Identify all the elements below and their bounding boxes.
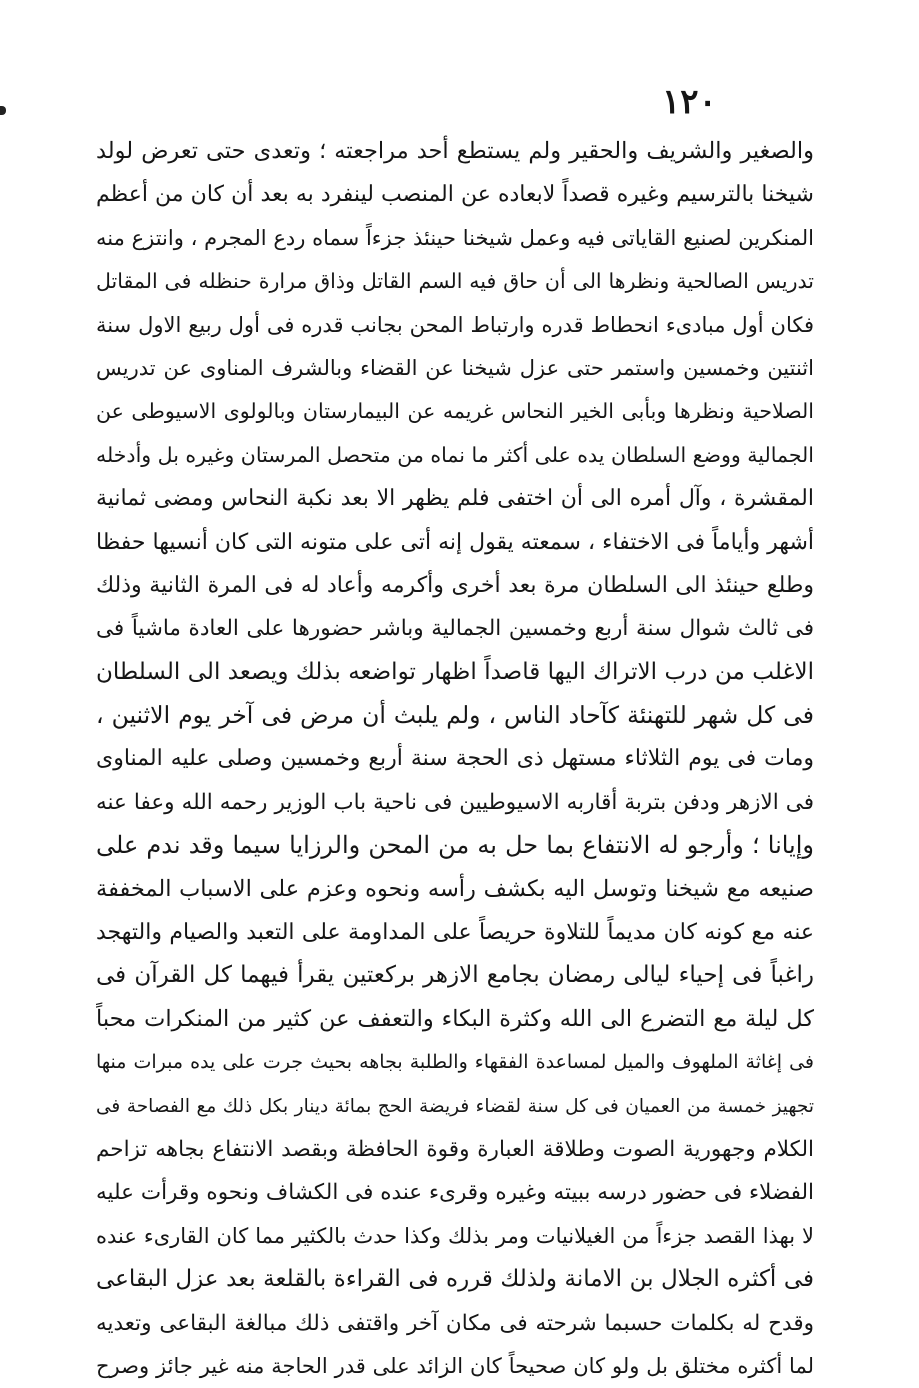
text-line: كل ليلة مع التضرع الى الله وكثرة البكاء والتعفف عن كثير من المنكرات محباً bbox=[96, 1005, 814, 1032]
text-line: لما أكثره مختلق بل ولو كان صحيحاً كان الزائد على قدر الحاجة منه غير جائز وصرح bbox=[96, 1353, 814, 1378]
page-number: ١٢٠ bbox=[662, 82, 717, 122]
text-line: المنكرين لصنيع القاياتى فيه وعمل شيخنا حينئذ جزءاً سماه ردع المجرم ، وانتزع منه bbox=[96, 225, 814, 250]
body-text bbox=[96, 130, 814, 1388]
text-line: فكان أول مبادىء انحطاط قدره وارتباط المحن بجانب قدره فى أول ربيع الاول سنة bbox=[96, 312, 814, 337]
text-line: اثنتين وخمسين واستمر حتى عزل شيخنا عن القضاء وبالشرف المناوى عن تدريس bbox=[96, 355, 814, 380]
text-line: شيخنا بالترسيم وغيره قصداً لابعاده عن المنصب لينفرد به بعد أن كان من أعظم bbox=[96, 182, 814, 208]
text-line: فى أكثره الجلال بن الامانة ولذلك قرره فى القراءة بالقلعة بعد عزل البقاعى bbox=[96, 1266, 814, 1293]
text-line: المقشرة ، وآل أمره الى أن اختفى فلم يظهر الا بعد نكبة النحاس ومضى ثمانية bbox=[96, 486, 814, 512]
text-line: وإيانا ؛ وأرجو له الانتفاع بما حل به من المحن والرزايا سيما وقد ندم على bbox=[96, 831, 814, 860]
text-line: عنه مع كونه كان مديماً للتلاوة حريصاً على المداومة على التعبد والصيام والتهجد bbox=[96, 920, 814, 946]
margin-ink-mark bbox=[0, 106, 6, 115]
text-line: أشهر وأياماً فى الاختفاء ، سمعته يقول إنه أتى على متونه التى كان أنسيها حفظا bbox=[96, 529, 814, 555]
text-line: راغباً فى إحياء ليالى رمضان بجامع الازهر بركعتين يقرأ فيهما كل القرآن فى bbox=[96, 962, 814, 989]
text-line: فى الازهر ودفن بتربة أقاربه الاسيوطيين فى ناحية باب الوزير رحمه الله وعفا عنه bbox=[96, 789, 814, 815]
text-line: والصغير والشريف والحقير ولم يستطع أحد مراجعته ؛ وتعدى حتى تعرض لولد bbox=[96, 138, 814, 164]
text-line: الفضلاء فى حضور درسه ببيته وغيره وقرىء عنده فى الكشاف ونحوه وقرأت عليه bbox=[96, 1180, 814, 1206]
text-line: فى كل شهر للتهنئة كآحاد الناس ، ولم يلبث أن مرض فى آخر يوم الاثنين ، bbox=[96, 701, 814, 730]
text-line: لا بهذا القصد جزءاً من الغيلانيات ومر بذلك وكذا حدث بالكثير مما كان القارىء عنده bbox=[96, 1223, 814, 1248]
text-line: صنيعه مع شيخنا وتوسل اليه بكشف رأسه ونحوه وعزم على الاسباب المخففة bbox=[96, 875, 814, 902]
text-line: فى إغاثة الملهوف والميل لمساعدة الفقهاء والطلبة بجاهه بحيث جرت على يده مبرات منها bbox=[96, 1051, 814, 1074]
text-line: تجهيز خمسة من العميان فى كل سنة لقضاء فريضة الحج بمائة دينار بكل ذلك مع الفصاحة فى bbox=[96, 1095, 814, 1117]
text-line: تدريس الصالحية ونظرها الى أن حاق فيه السم القاتل وذاق مرارة حنظله فى المقاتل bbox=[96, 269, 814, 294]
text-line: الاغلب من درب الاتراك اليها قاصداً اظهار تواضعه بذلك ويصعد الى السلطان bbox=[96, 658, 814, 685]
text-line: وقدح له بكلمات حسبما شرحته فى مكان آخر واقتفى ذلك مبالغة البقاعى وتعديه bbox=[96, 1310, 814, 1336]
text-line: ومات فى يوم الثلاثاء مستهل ذى الحجة سنة أربع وخمسين وصلى عليه المناوى bbox=[96, 746, 814, 772]
text-line: فى ثالث شوال سنة أربع وخمسين الجمالية وباشر حضورها على العادة ماشياً فى bbox=[96, 616, 814, 642]
text-line: الكلام وجهورية الصوت وطلاقة العبارة وقوة الحافظة وبقصد الانتفاع بجاهه تزاحم bbox=[96, 1136, 814, 1162]
text-line: الصلاحية ونظرها وبأبى الخير النحاس غريمه عن البيمارستان وبالولوى الاسيوطى عن bbox=[96, 399, 814, 424]
text-line: الجمالية ووضع السلطان يده على أكثر ما نماه من متحصل المرستان وغيره بل وأدخله bbox=[96, 442, 814, 467]
text-line: وطلع حينئذ الى السلطان مرة بعد أخرى وأكرمه وأعاد له فى المرة الثانية وذلك bbox=[96, 572, 814, 598]
